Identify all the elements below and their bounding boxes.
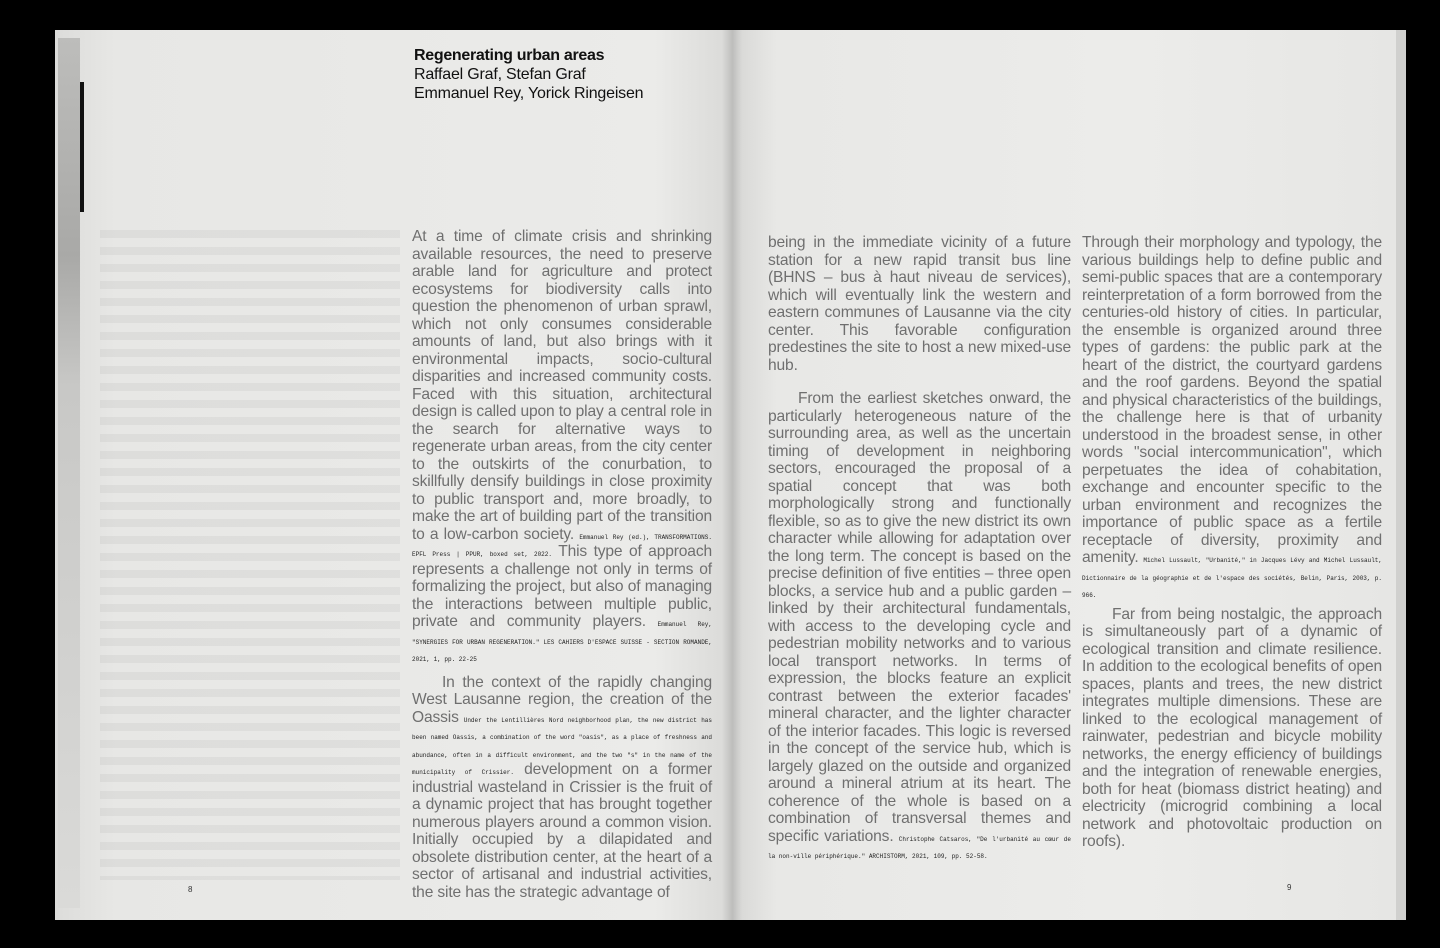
paragraph [768,390,1071,863]
footnote: Under the Lentillières Nord neighborhood plan, the new district has been named Oassis, a combination of the word "oasis", as a place of freshness and abundance, often in a difficult environment, and the two "s" in the name of the municipality of Crissier. [412,716,712,776]
footnote: Emmanuel Rey (ed.), TRANSFORMATIONS. EPFL Press | PPUR, boxed set, 2022. [412,533,712,558]
footnote: Emmanuel Rey, "SYNERGIES FOR URBAN REGENERATION." LES CAHIERS D'ESPACE SUISSE - SECTION ROMANDE, 2021, 1, pp. 22-25 [412,621,713,663]
paragraph [412,228,712,666]
footnote: Christophe Catsaros, "De l'urbanité au cœur de la non-ville périphérique." ARCHISTORM, 2021, 109, pp. 52-58. [768,835,1071,860]
page-edge-strip [58,38,80,908]
right-page-edge [1396,30,1406,920]
paragraph [1082,234,1382,602]
text-run: From the earliest sketches onward, the particularly heterogeneous nature of the surrounding area, as well as the uncertain timing of development in neighboring sectors, encouraged the proposal of a spatial concept that was both morphologically strong and functionally flexible, so as to give the new district its own character while allowing for adaptation over the long term. The concept is based on the precise definition of five entities – three open blocks, a service hub and a public garden – linked by their architectural fundamentals, with access to the developing cycle and pedestrian mobility networks and to various local transport networks. In terms of expression, the blocks feature an explicit contrast between the exterior facades' mineral character, and the lighter character of the interior facades. This logic is reversed in the concept of the service hub, which is largely glazed on the outside and organized around a mineral atrium at its heart. The coherence of the whole is based on a combination of transversal themes and specific variations. [768,390,1071,845]
text-run: In the context of the rapidly changing West Lausanne region, the creation of the Oassis [412,673,712,726]
paragraph [412,674,712,902]
right-text-column-2 [1082,234,1382,851]
authors-line-2: Emmanuel Rey, Yorick Ringeisen [414,85,644,102]
article-header [414,46,643,103]
authors-line-1: Raffael Graf, Stefan Graf [414,66,586,83]
text-run: Through their morphology and typology, the various buildings help to define public and semi-public spaces that are a contemporary reinterpretation of a form borrowed from the centuries-old history of cities. In particular, the ensemble is organized around three types of gardens: the public park at the heart of the district, the courtyard gardens and the roof gardens. Beyond the spatial and physical characteristics of the buildings, the challenge here is that of urbanity understood in the broadest sense, in other words "social intercommunication", which perpetuates the idea of cohabitation, exchange and encounter specific to the urban environment and recognizes the importance of public space as a fertile receptacle of diversity, proximity and amenity. [1082,234,1382,566]
footnote: Michel Lussault, "Urbanité," in Jacques Lévy and Michel Lussault, Dictionnaire de la géographie et de l'espace des sociétés, Belin, Paris, 2003, p. 966. [1082,557,1382,599]
right-text-column-1 [768,234,1071,863]
left-text-column [412,228,712,901]
page-number-left: 8 [188,885,193,894]
page-number-right: 9 [1287,883,1292,892]
book-gutter [722,30,742,920]
paragraph: being in the immediate vicinity of a future station for a new rapid transit bus line (BHNS – bus à haut niveau de services), which will eventually link the western and eastern communes of Lausanne via the city center. This favorable configuration predestines the site to host a new mixed-use hub. [768,234,1071,374]
page-edge-mark [80,82,84,212]
text-run: This type of approach represents a challenge not only in terms of formalizing the project, but also of managing the interactions between multiple public, private and community players. [412,543,712,630]
text-run: At a time of climate crisis and shrinking available resources, the need to preserve arable land for agriculture and protect ecosystems for biodiversity calls into question the phenomenon of urban sprawl, which not only consumes considerable amounts of land, but also brings with it environmental impacts, socio-cultural disparities and increased community costs. Faced with this situation, architectural design is called upon to play a central role in the search for alternative ways to regenerate urban areas, from the city center to the outskirts of the conurbation, to skillfully densify buildings in close proximity to public transport and, more broadly, to make the art of building part of the transition to a low-carbon society. [412,228,712,543]
text-run: development on a former industrial wasteland in Crissier is the fruit of a dynamic project that has brought together numerous players around a common vision. Initially occupied by a dilapidated and obsolete distribution center, at the heart of a sector of artisanal and industrial activities, the site has the strategic advantage of [412,761,713,901]
article-title: Regenerating urban areas [414,47,605,64]
paragraph: Far from being nostalgic, the approach is simultaneously part of a dynamic of ecological transition and climate resilience. In addition to the ecological benefits of open spaces, plants and trees, the new district integrates multiple dimensions. These are linked to the ecological management of rainwater, pedestrian and bicycle mobility networks, the energy efficiency of buildings and the integration of renewable energies, both for heat (biomass district heating) and electricity (microgrid combining a local network and photovoltaic production on roofs). [1082,605,1382,850]
show-through-text [100,230,400,880]
